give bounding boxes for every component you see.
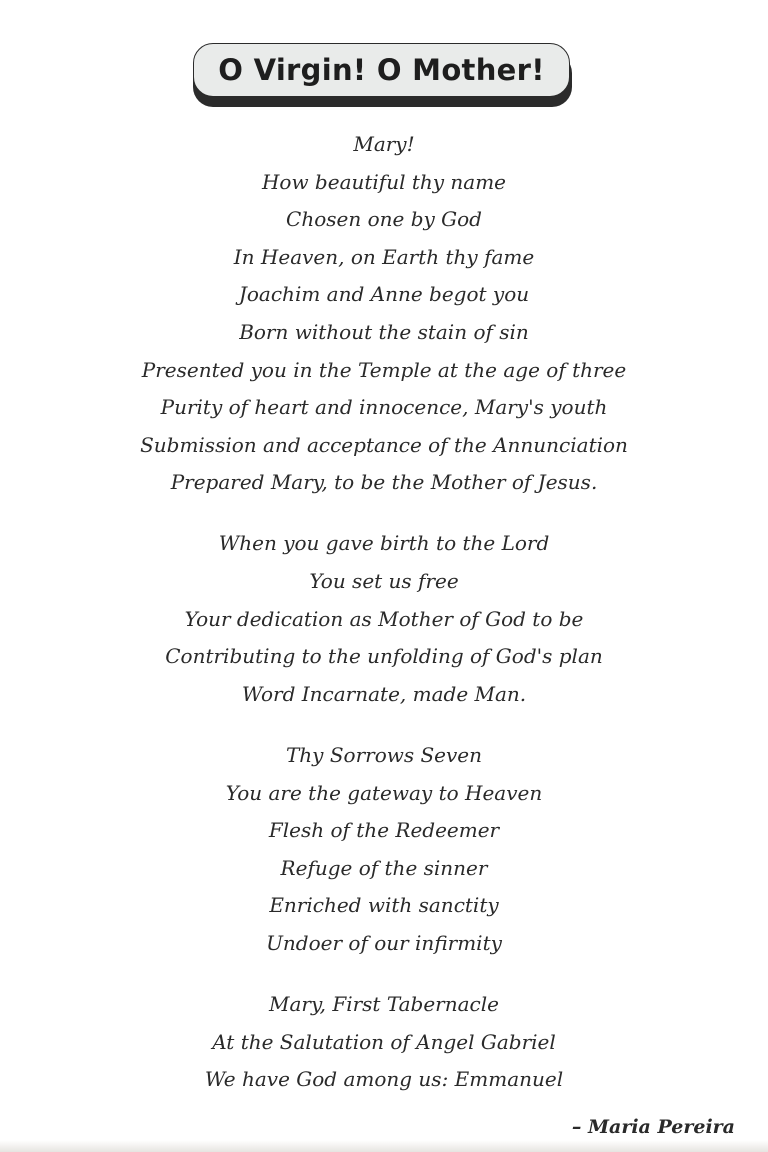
- poem-title: O Virgin! O Mother!: [218, 53, 545, 87]
- poem-line: You are the gateway to Heaven: [225, 780, 543, 805]
- poem-line: Enriched with sanctity: [269, 893, 499, 918]
- poem-line: Joachim and Anne begot you: [238, 282, 530, 307]
- poem-line: Presented you in the Temple at the age of three: [141, 357, 627, 382]
- poem-line: Purity of heart and innocence, Mary's youth: [160, 395, 608, 420]
- poem-line: Your dedication as Mother of God to be: [184, 606, 584, 631]
- title-banner: [193, 43, 572, 107]
- stanza-4: [0, 986, 768, 1099]
- stanza-2: [0, 525, 768, 713]
- poem-line: Born without the stain of sin: [239, 319, 529, 344]
- poem-line: Undoer of our infirmity: [266, 930, 502, 955]
- poem-line: Word Incarnate, made Man.: [241, 681, 527, 706]
- poem-line: At the Salutation of Angel Gabriel: [212, 1029, 556, 1054]
- stanza-1: [0, 126, 768, 502]
- poem-line: Prepared Mary, to be the Mother of Jesus.: [170, 470, 598, 495]
- poem-line: Thy Sorrows Seven: [285, 742, 483, 767]
- poem-line: Mary!: [353, 132, 415, 156]
- stanza-3: [0, 737, 768, 963]
- poem-line: How beautiful thy name: [261, 169, 507, 194]
- poem-line: You set us free: [309, 569, 459, 594]
- poem-body: [0, 126, 768, 1122]
- poem-line: When you gave birth to the Lord: [218, 531, 550, 556]
- poem-line: Flesh of the Redeemer: [268, 818, 500, 843]
- bottom-fade-strip: [0, 1140, 768, 1152]
- poem-line: Chosen one by God: [286, 207, 482, 232]
- poem-line: Submission and acceptance of the Annunciation: [140, 432, 628, 457]
- poem-line: In Heaven, on Earth thy fame: [233, 244, 535, 269]
- poem-line: Refuge of the sinner: [280, 855, 488, 880]
- poem-line: Contributing to the unfolding of God's plan: [165, 644, 603, 669]
- title-pill: [193, 43, 570, 97]
- poem-author: – Maria Pereira: [571, 1116, 735, 1138]
- poem-line: We have God among us: Emmanuel: [204, 1067, 564, 1092]
- poem-line: Mary, First Tabernacle: [269, 991, 499, 1016]
